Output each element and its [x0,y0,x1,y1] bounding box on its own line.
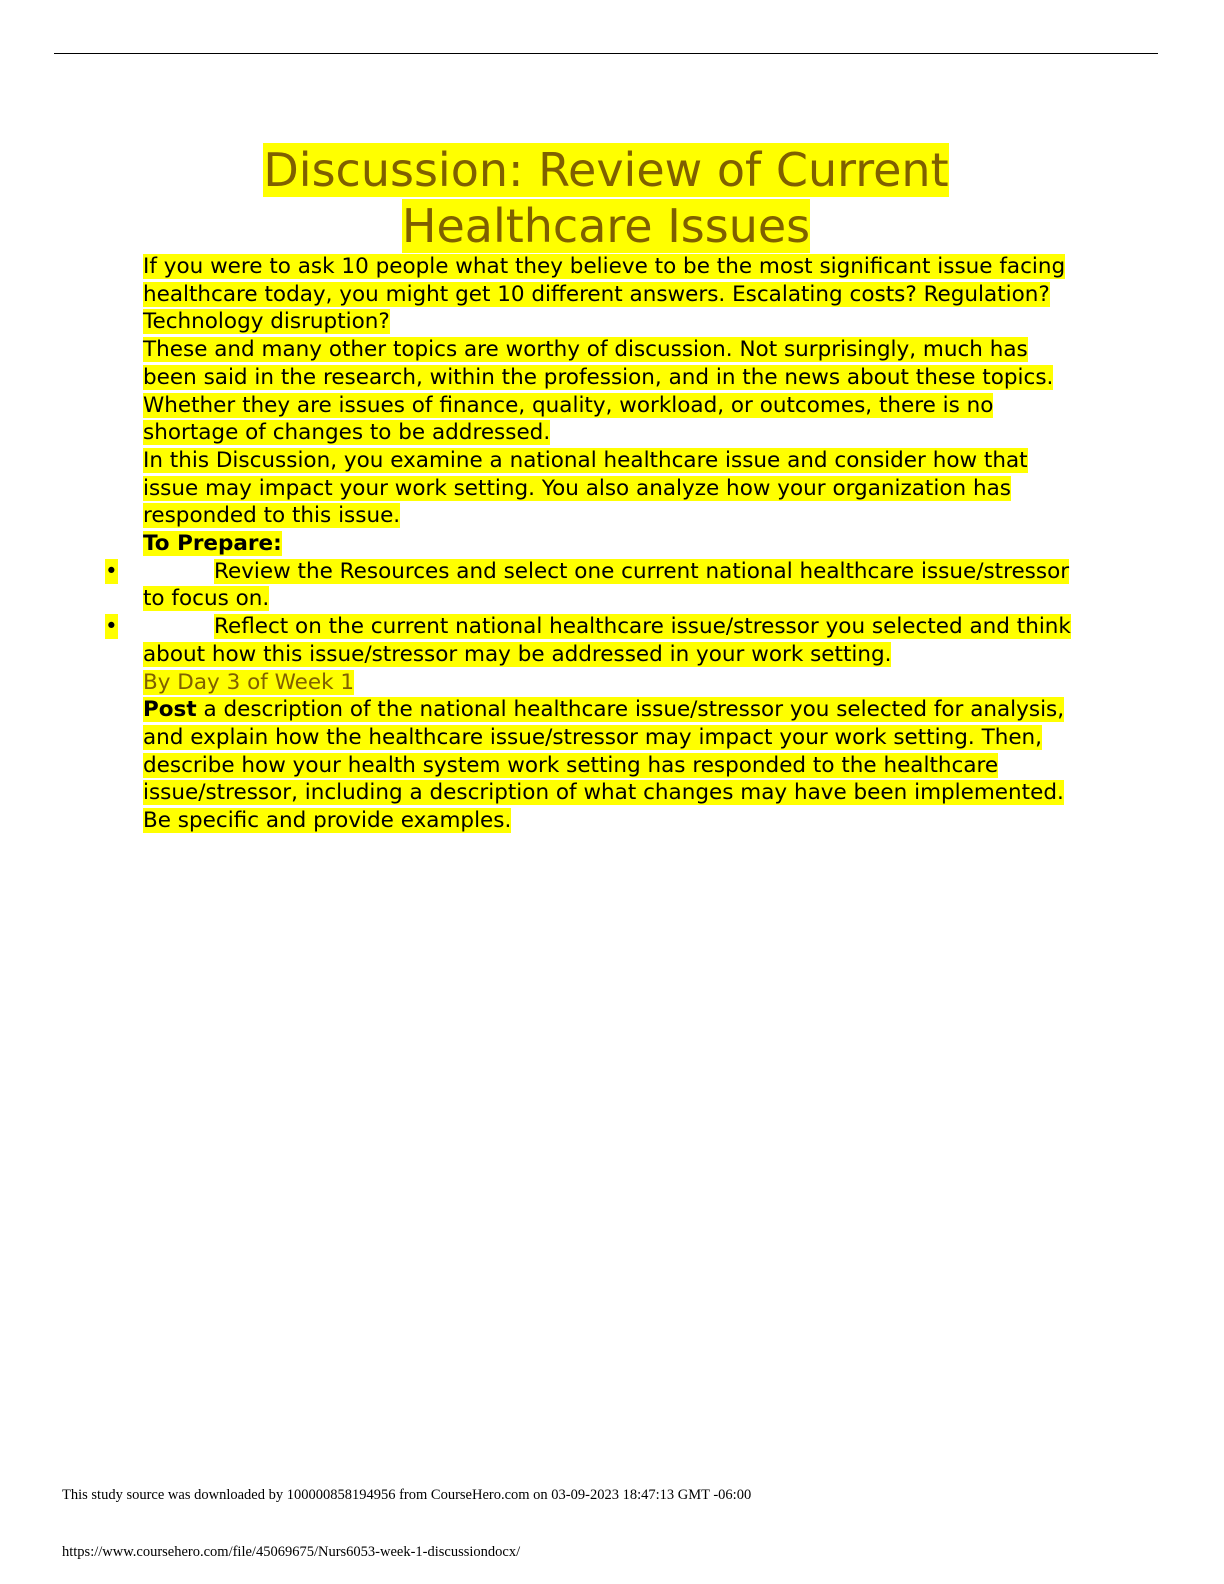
prepare-list [105,558,1083,669]
deadline-heading: By Day 3 of Week 1 [143,669,355,695]
post-keyword: Post [143,697,197,723]
bullet-icon: • [105,614,118,640]
document-body [105,253,1083,835]
post-instructions [143,696,1083,835]
list-item: • Review the Resources and select one current national healthcare issue/stressor to focus on. [105,558,1070,612]
header-rule [54,53,1158,54]
bullet-icon: • [105,558,118,584]
prepare-heading: To Prepare: [143,531,282,557]
intro-paragraph: If you were to ask 10 people what they believe to be the most significant issue facing healthcare today, you might get 10 different answers. Escalating costs? Regulation? Technology disruption? [143,254,1066,335]
list-item: • Reflect on the current national healthcare issue/stressor you selected and think about how this issue/stressor may be addressed in your work setting. [105,614,1071,667]
page-title-line-2: Healthcare Issues [401,199,811,253]
source-note: This study source was downloaded by 100000858194956 from CourseHero.com on 03-09-2023 18:47:13 GMT -06:00 [62,1487,752,1503]
purpose-paragraph: In this Discussion, you examine a national healthcare issue and consider how that issue may impact your work setting. You also analyze how your organization has responded to this issue. [143,447,1028,529]
context-paragraph: These and many other topics are worthy of discussion. Not surprisingly, much has been said in the research, within the profession, and in the news about these topics. Whether they are issues of finance, quality, workload, or outcomes, there is no shortage of changes to be addressed. [143,337,1054,446]
page-title [0,142,1212,254]
source-url[interactable]: https://www.coursehero.com/file/45069675/Nurs6053-week-1-discussiondocx/ [62,1544,521,1560]
page-title-line-1: Discussion: Review of Current [263,143,949,197]
post-text: a description of the national healthcare issue/stressor you selected for analysis, and explain how the healthcare issue/stressor may impact your work setting. Then, describe how your health system work setting has responded to the healthcare issue/stressor, including a description of what changes may have been implemented. Be specific and provide examples. [143,697,1065,834]
